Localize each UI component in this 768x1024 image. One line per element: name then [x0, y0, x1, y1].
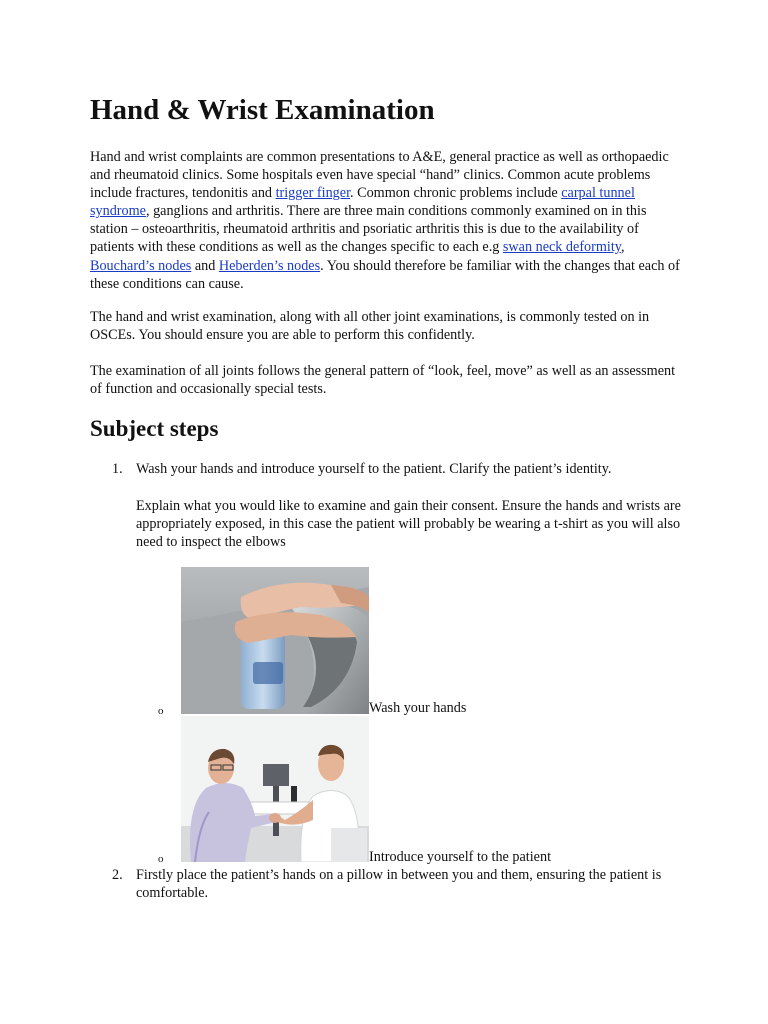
intro-text: Hand and wrist complaints are common presentations to A&E, general practice as well as orthopaedic and rheumatoid clinics. Some hospitals even have special “hand” clinics. Common acute problems include fractures, tendonitis and: [90, 149, 669, 202]
step-text: Wash your hands and introduce yourself to the patient. Clarify the patient’s identity.: [136, 461, 612, 477]
intro-text: , ganglions and arthritis. There are three main conditions commonly examined on in this station – osteoarthritis, rheumatoid arthritis and psoriatic arthritis this is due to the availability of patients with these conditions as well as the changes specific to each e.g: [90, 203, 647, 256]
step-number: 2.: [112, 867, 123, 883]
intro-text: . You should therefore be familiar with the changes that each of these conditions can cause.: [90, 257, 680, 292]
link-carpal-tunnel-syndrome[interactable]: carpal tunnel syndrome: [90, 185, 635, 220]
link-heberdens-nodes[interactable]: Heberden’s nodes: [218, 257, 321, 274]
intro-paragraph-1: [90, 148, 680, 293]
intro-text: and: [191, 257, 219, 274]
step-number: 1.: [112, 461, 123, 477]
step-text: Firstly place the patient’s hands on a pillow in between you and them, ensuring the patient is comfortable.: [136, 867, 662, 901]
intro-text: ,: [620, 239, 625, 256]
hand-washing-photo: [181, 567, 369, 714]
step-detail: Explain what you would like to examine and gain their consent. Ensure the hands and wrists are appropriately exposed, in this case the patient will probably be wearing a t-shirt as you will also need to inspect the elbows: [136, 498, 681, 550]
link-bouchards-nodes[interactable]: Bouchard’s nodes: [90, 257, 192, 274]
intro-text: . Common chronic problems include: [350, 185, 562, 202]
link-trigger-finger[interactable]: trigger finger: [275, 185, 351, 202]
link-swan-neck-deformity[interactable]: swan neck deformity: [502, 239, 621, 256]
introduction-photo: [181, 716, 369, 862]
intro-paragraph-2: The hand and wrist examination, along with all other joint examinations, is commonly tested on in OSCEs. You should ensure you are able to perform this confidently.: [90, 309, 650, 344]
figure-caption: Wash your hands: [369, 700, 467, 716]
page-title: Hand & Wrist Examination: [90, 94, 435, 126]
intro-paragraph-3: The examination of all joints follows the general pattern of “look, feel, move” as well as an assessment of function and occasionally special tests.: [90, 363, 676, 398]
figure-bullet: o: [158, 853, 164, 865]
figure-bullet: o: [158, 705, 164, 717]
section-title: Subject steps: [90, 416, 219, 441]
figure-caption: Introduce yourself to the patient: [369, 849, 552, 865]
